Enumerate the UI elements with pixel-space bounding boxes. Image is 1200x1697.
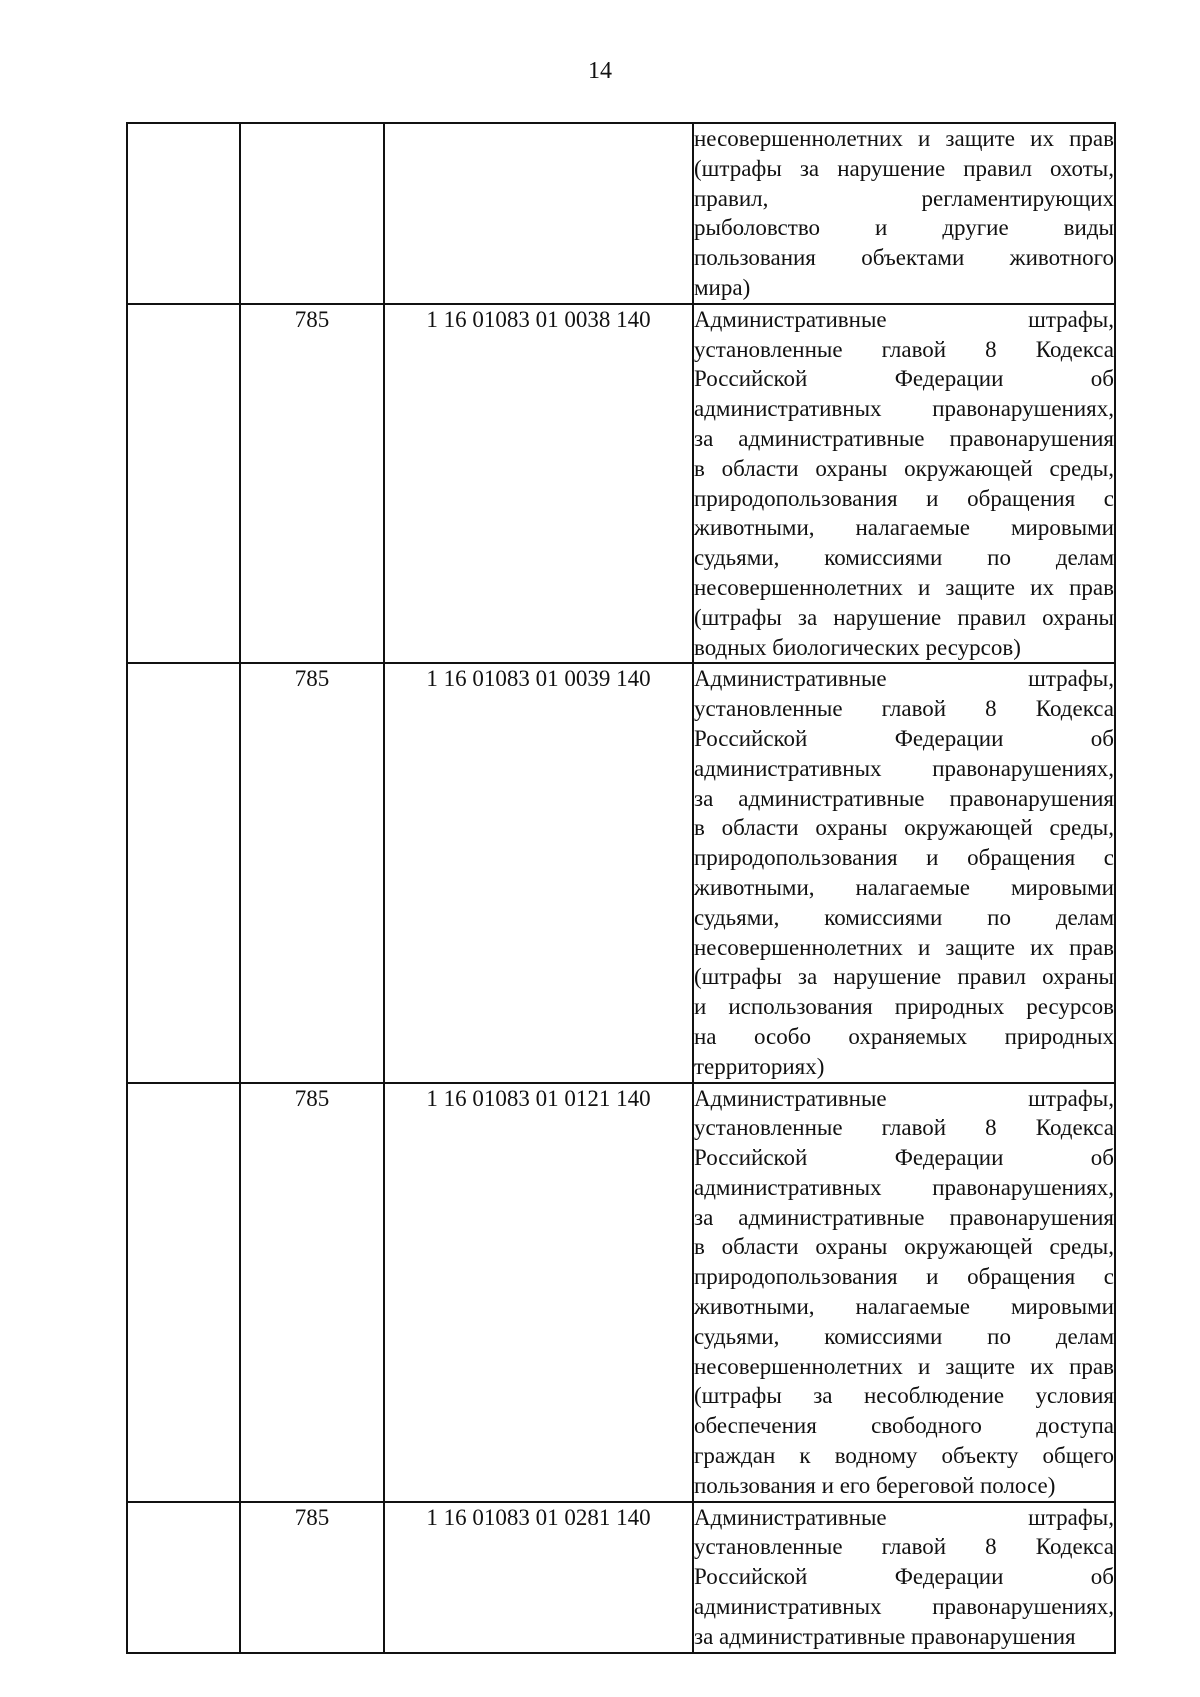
description-line: мира) (694, 274, 751, 300)
description-line: рыболовство и другие виды (694, 215, 1114, 241)
empty-cell (127, 1083, 240, 1502)
description-cell (693, 304, 1115, 664)
description-line: (штрафы за нарушение правил охоты, (694, 155, 1114, 181)
admin-code-cell: 785 (240, 1083, 384, 1502)
admin-code-cell: 785 (240, 1502, 384, 1653)
description-line: Административные штрафы, (694, 1504, 1114, 1530)
description-line: (штрафы за несоблюдение условия (694, 1383, 1114, 1409)
table-row (127, 123, 1115, 304)
description-line: установленные главой 8 Кодекса (694, 696, 1114, 722)
description-line: в области охраны окружающей среды, (694, 1234, 1114, 1260)
description-line: территориях) (694, 1053, 825, 1079)
kbk-code-cell: 1 16 01083 01 0121 140 (384, 1083, 693, 1502)
kbk-code-cell: 1 16 01083 01 0039 140 (384, 663, 693, 1082)
description-line: Административные штрафы, (694, 1085, 1114, 1111)
page-number: 14 (588, 58, 612, 84)
description-line: несовершеннолетних и защите их прав (694, 1353, 1114, 1379)
table-body (127, 123, 1115, 1653)
description-line: несовершеннолетних и защите их прав (694, 574, 1114, 600)
empty-cell (127, 123, 240, 304)
table-row (127, 1083, 1115, 1502)
kbk-code-cell: 1 16 01083 01 0281 140 (384, 1502, 693, 1653)
description-line: в области охраны окружающей среды, (694, 455, 1114, 481)
description-line: установленные главой 8 Кодекса (694, 1115, 1114, 1141)
table-row (127, 663, 1115, 1082)
description-line: на особо охраняемых природных (694, 1023, 1114, 1049)
description-line: и использования природных ресурсов (694, 994, 1114, 1020)
description-line: природопользования и обращения с (694, 1264, 1114, 1290)
description-line: Административные штрафы, (694, 306, 1114, 332)
admin-code-cell: 785 (240, 304, 384, 664)
kbk-code-cell: 1 16 01083 01 0038 140 (384, 304, 693, 664)
description-line: пользования объектами животного (694, 245, 1114, 271)
description-line: установленные главой 8 Кодекса (694, 336, 1114, 362)
description-line: Административные штрафы, (694, 666, 1114, 692)
description-line: Российской Федерации об (694, 1564, 1114, 1590)
description-cell (693, 123, 1115, 304)
table-row (127, 304, 1115, 664)
description-line: административных правонарушениях, (694, 1174, 1114, 1200)
empty-cell (127, 663, 240, 1082)
empty-cell (127, 304, 240, 664)
description-line: (штрафы за нарушение правил охраны (694, 964, 1114, 990)
description-line: за административные правонарушения (694, 785, 1114, 811)
table-row (127, 1502, 1115, 1653)
description-line: судьями, комиссиями по делам (694, 1323, 1114, 1349)
description-line: пользования и его береговой полосе) (694, 1472, 1056, 1498)
description-line: водных биологических ресурсов) (694, 634, 1021, 660)
empty-cell (127, 1502, 240, 1653)
admin-code-cell (240, 123, 384, 304)
description-line: за административные правонарушения (694, 425, 1114, 451)
description-line: в области охраны окружающей среды, (694, 815, 1114, 841)
description-cell (693, 1083, 1115, 1502)
description-line: природопользования и обращения с (694, 485, 1114, 511)
description-line: животными, налагаемые мировыми (694, 874, 1114, 900)
budget-code-table (126, 122, 1116, 1654)
description-line: животными, налагаемые мировыми (694, 1294, 1114, 1320)
description-line: животными, налагаемые мировыми (694, 515, 1114, 541)
description-line: административных правонарушениях, (694, 755, 1114, 781)
description-line: административных правонарушениях, (694, 1594, 1114, 1620)
description-line: несовершеннолетних и защите их прав (694, 126, 1114, 151)
description-line: Российской Федерации об (694, 366, 1114, 392)
description-cell (693, 663, 1115, 1082)
description-line: несовершеннолетних и защите их прав (694, 934, 1114, 960)
admin-code-cell: 785 (240, 663, 384, 1082)
description-line: судьями, комиссиями по делам (694, 545, 1114, 571)
description-line: (штрафы за нарушение правил охраны (694, 604, 1114, 630)
description-line: за административные правонарушения (694, 1204, 1114, 1230)
description-line: граждан к водному объекту общего (694, 1443, 1114, 1469)
description-line: природопользования и обращения с (694, 845, 1114, 871)
description-line: за административные правонарушения (694, 1623, 1076, 1649)
description-line: Российской Федерации об (694, 1145, 1114, 1171)
kbk-code-cell (384, 123, 693, 304)
description-line: судьями, комиссиями по делам (694, 904, 1114, 930)
description-line: установленные главой 8 Кодекса (694, 1534, 1114, 1560)
description-line: административных правонарушениях, (694, 396, 1114, 422)
description-cell (693, 1502, 1115, 1653)
description-line: правил, регламентирующих (694, 185, 1114, 211)
description-line: Российской Федерации об (694, 725, 1114, 751)
description-line: обеспечения свободного доступа (694, 1413, 1114, 1439)
